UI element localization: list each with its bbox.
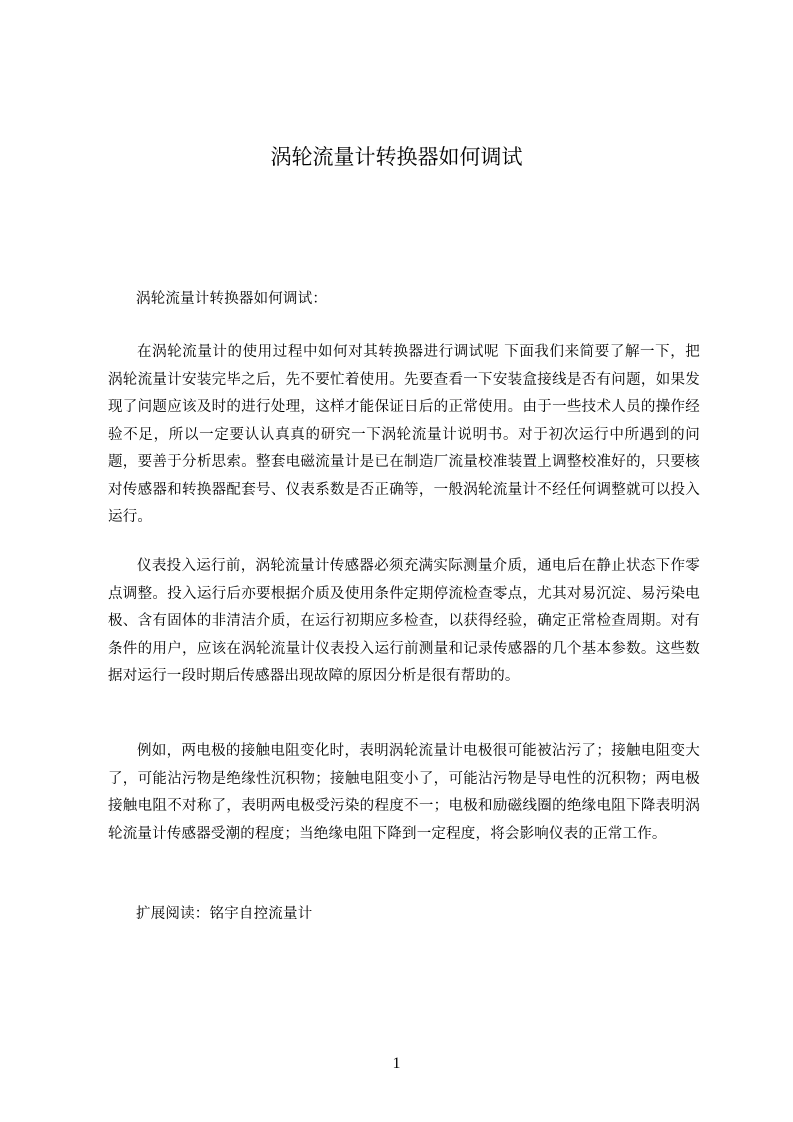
paragraph-1: 在涡轮流量计的使用过程中如何对其转换器进行调试呢 下面我们来简要了解一下，把涡轮流量计安装完毕之后，先不要忙着使用。先要查看一下安装盒接线是否有问题，如果发现了问题应该及时的进行处理，这样才能保证日后的正常使用。由于一些技术人员的操作经验不足，所以一定要认认真真的研究一下涡轮流量计说明书。对于初次运行中所遇到的问题，要善于分析思索。整套电磁流量计是已在制造厂流量校准装置上调整校准好的，只要核对传感器和转换器配套号、仪表系数是否正确等，一般涡轮流量计不经任何调整就可以投入运行。 [108,344,700,525]
paragraph-2: 仪表投入运行前，涡轮流量计传感器必须充满实际测量介质，通电后在静止状态下作零点调整。投入运行后亦要根据介质及使用条件定期停流检查零点，尤其对易沉淀、易污染电极、含有固体的非清洁介质，在运行初期应多检查，以获得经验，确定正常检查周期。对有条件的用户，应该在涡轮流量计仪表投入运行前测量和记录传感器的几个基本参数。这些数据对运行一段时期后传感器出现故障的原因分析是很有帮助的。 [108,558,700,684]
paragraph-3: 例如，两电极的接触电阻变化时，表明涡轮流量计电极很可能被沾污了；接触电阻变大了，可能沾污物是绝缘性沉积物；接触电阻变小了，可能沾污物是导电性的沉积物；两电极接触电阻不对称了，表明两电极受污染的程度不一；电极和励磁线圈的绝缘电阻下降表明涡轮流量计传感器受潮的程度；当绝缘电阻下降到一定程度，将会影响仪表的正常工作。 [108,743,700,842]
document-title: 涡轮流量计转换器如何调试 [270,145,523,169]
extended-reading: 扩展阅读：铭宇自控流量计 [136,906,313,922]
page-number: 1 [392,1055,401,1072]
section-subheading: 涡轮流量计转换器如何调试： [136,291,328,307]
